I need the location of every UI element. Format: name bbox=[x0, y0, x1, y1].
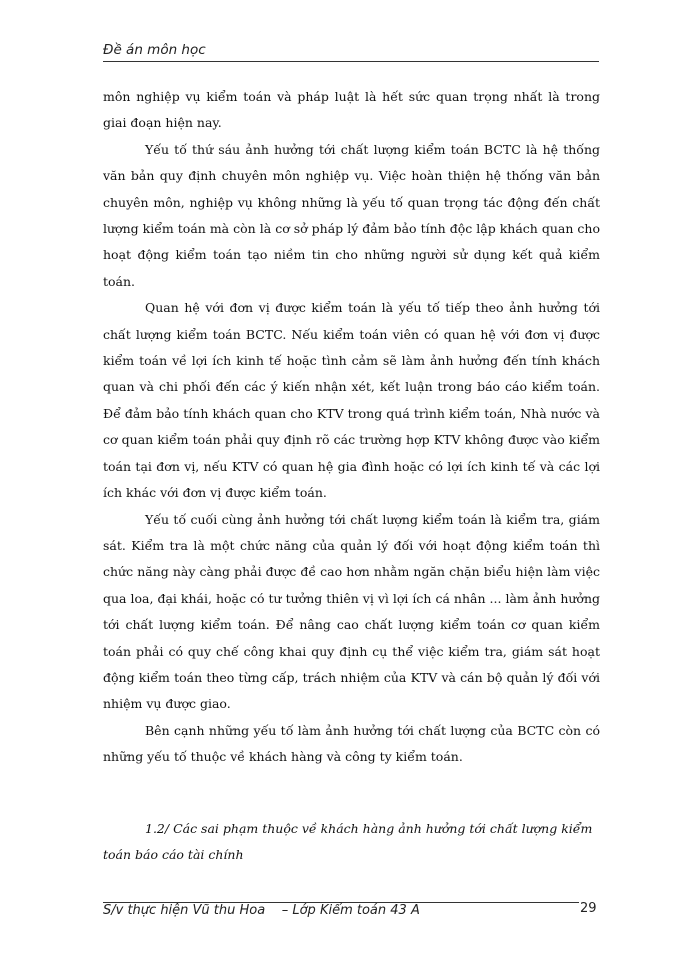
paragraph-1: môn nghiệp vụ kiểm toán và pháp luật là hết sức quan trọng nhất là trong giai đoạn hiện nay. bbox=[103, 89, 600, 131]
paragraph-2: Yếu tố thứ sáu ảnh hưởng tới chất lượng kiểm toán BCTC là hệ thống văn bản quy định chuyên môn nghiệp vụ. Việc hoàn thiện hệ thống văn bản chuyên môn, nghiệp vụ không những là yếu tố quan trọng tác động đến chất lượng kiểm toán mà còn là cơ sở pháp lý đảm bảo tính độc lập khách quan cho hoạt động kiểm toán tạo niềm tin cho những người sử dụng kết quả kiểm toán. bbox=[103, 141, 600, 289]
header-title: Đề án môn học bbox=[103, 42, 206, 58]
section-heading: 1.2/ Các sai phạm thuộc về khách hàng ảnh hưởng tới chất lượng kiểm toán báo cáo tài chính bbox=[103, 821, 593, 863]
footer-author: S/v thực hiện Vũ thu Hoa – Lớp Kiểm toán 43 A bbox=[103, 903, 420, 918]
paragraph-5: Bên cạnh những yếu tố làm ảnh hưởng tới chất lượng của BCTC còn có những yếu tố thuộc về khách hàng và công ty kiểm toán. bbox=[103, 722, 600, 765]
paragraph-3: Quan hệ với đơn vị được kiểm toán là yếu tố tiếp theo ảnh hưởng tới chất lượng kiểm toán BCTC. Nếu kiểm toán viên có quan hệ với đơn vị được kiểm toán về lợi ích kinh tế hoặc tình cảm sẽ làm ảnh hưởng đến tính khách quan và chi phối đến các ý kiến nhận xét, kết luận trong báo cáo kiểm toán. Để đảm bảo tính khách quan cho KTV trong quá trình kiểm toán, Nhà nước và cơ quan kiểm toán phải quy định rõ các trường hợp KTV không được vào kiểm toán tại đơn vị, nếu KTV có quan hệ gia đình hoặc có lợi ích kinh tế và các lợi ích khác với đơn vị được kiểm toán. bbox=[103, 300, 600, 501]
header-divider bbox=[103, 61, 599, 62]
paragraph-4: Yếu tố cuối cùng ảnh hưởng tới chất lượng kiểm toán là kiểm tra, giám sát. Kiểm tra là một chức năng của quản lý đối với hoạt động kiểm toán thì chức năng này càng phải được đề cao hơn nhằm ngăn chặn biểu hiện làm việc qua loa, đại khái, hoặc có tư tưởng thiên vị vì lợi ích cá nhân ... làm ảnh hưởng tới chất lượng kiểm toán. Để nâng cao chất lượng kiểm toán cơ quan kiểm toán phải có quy chế công khai quy định cụ thể việc kiểm tra, giám sát hoạt động kiểm toán theo từng cấp, trách nhiệm của KTV và cán bộ quản lý đối với nhiệm vụ được giao. bbox=[103, 511, 600, 712]
body-text bbox=[103, 84, 600, 771]
page-number: 29 bbox=[580, 901, 597, 916]
